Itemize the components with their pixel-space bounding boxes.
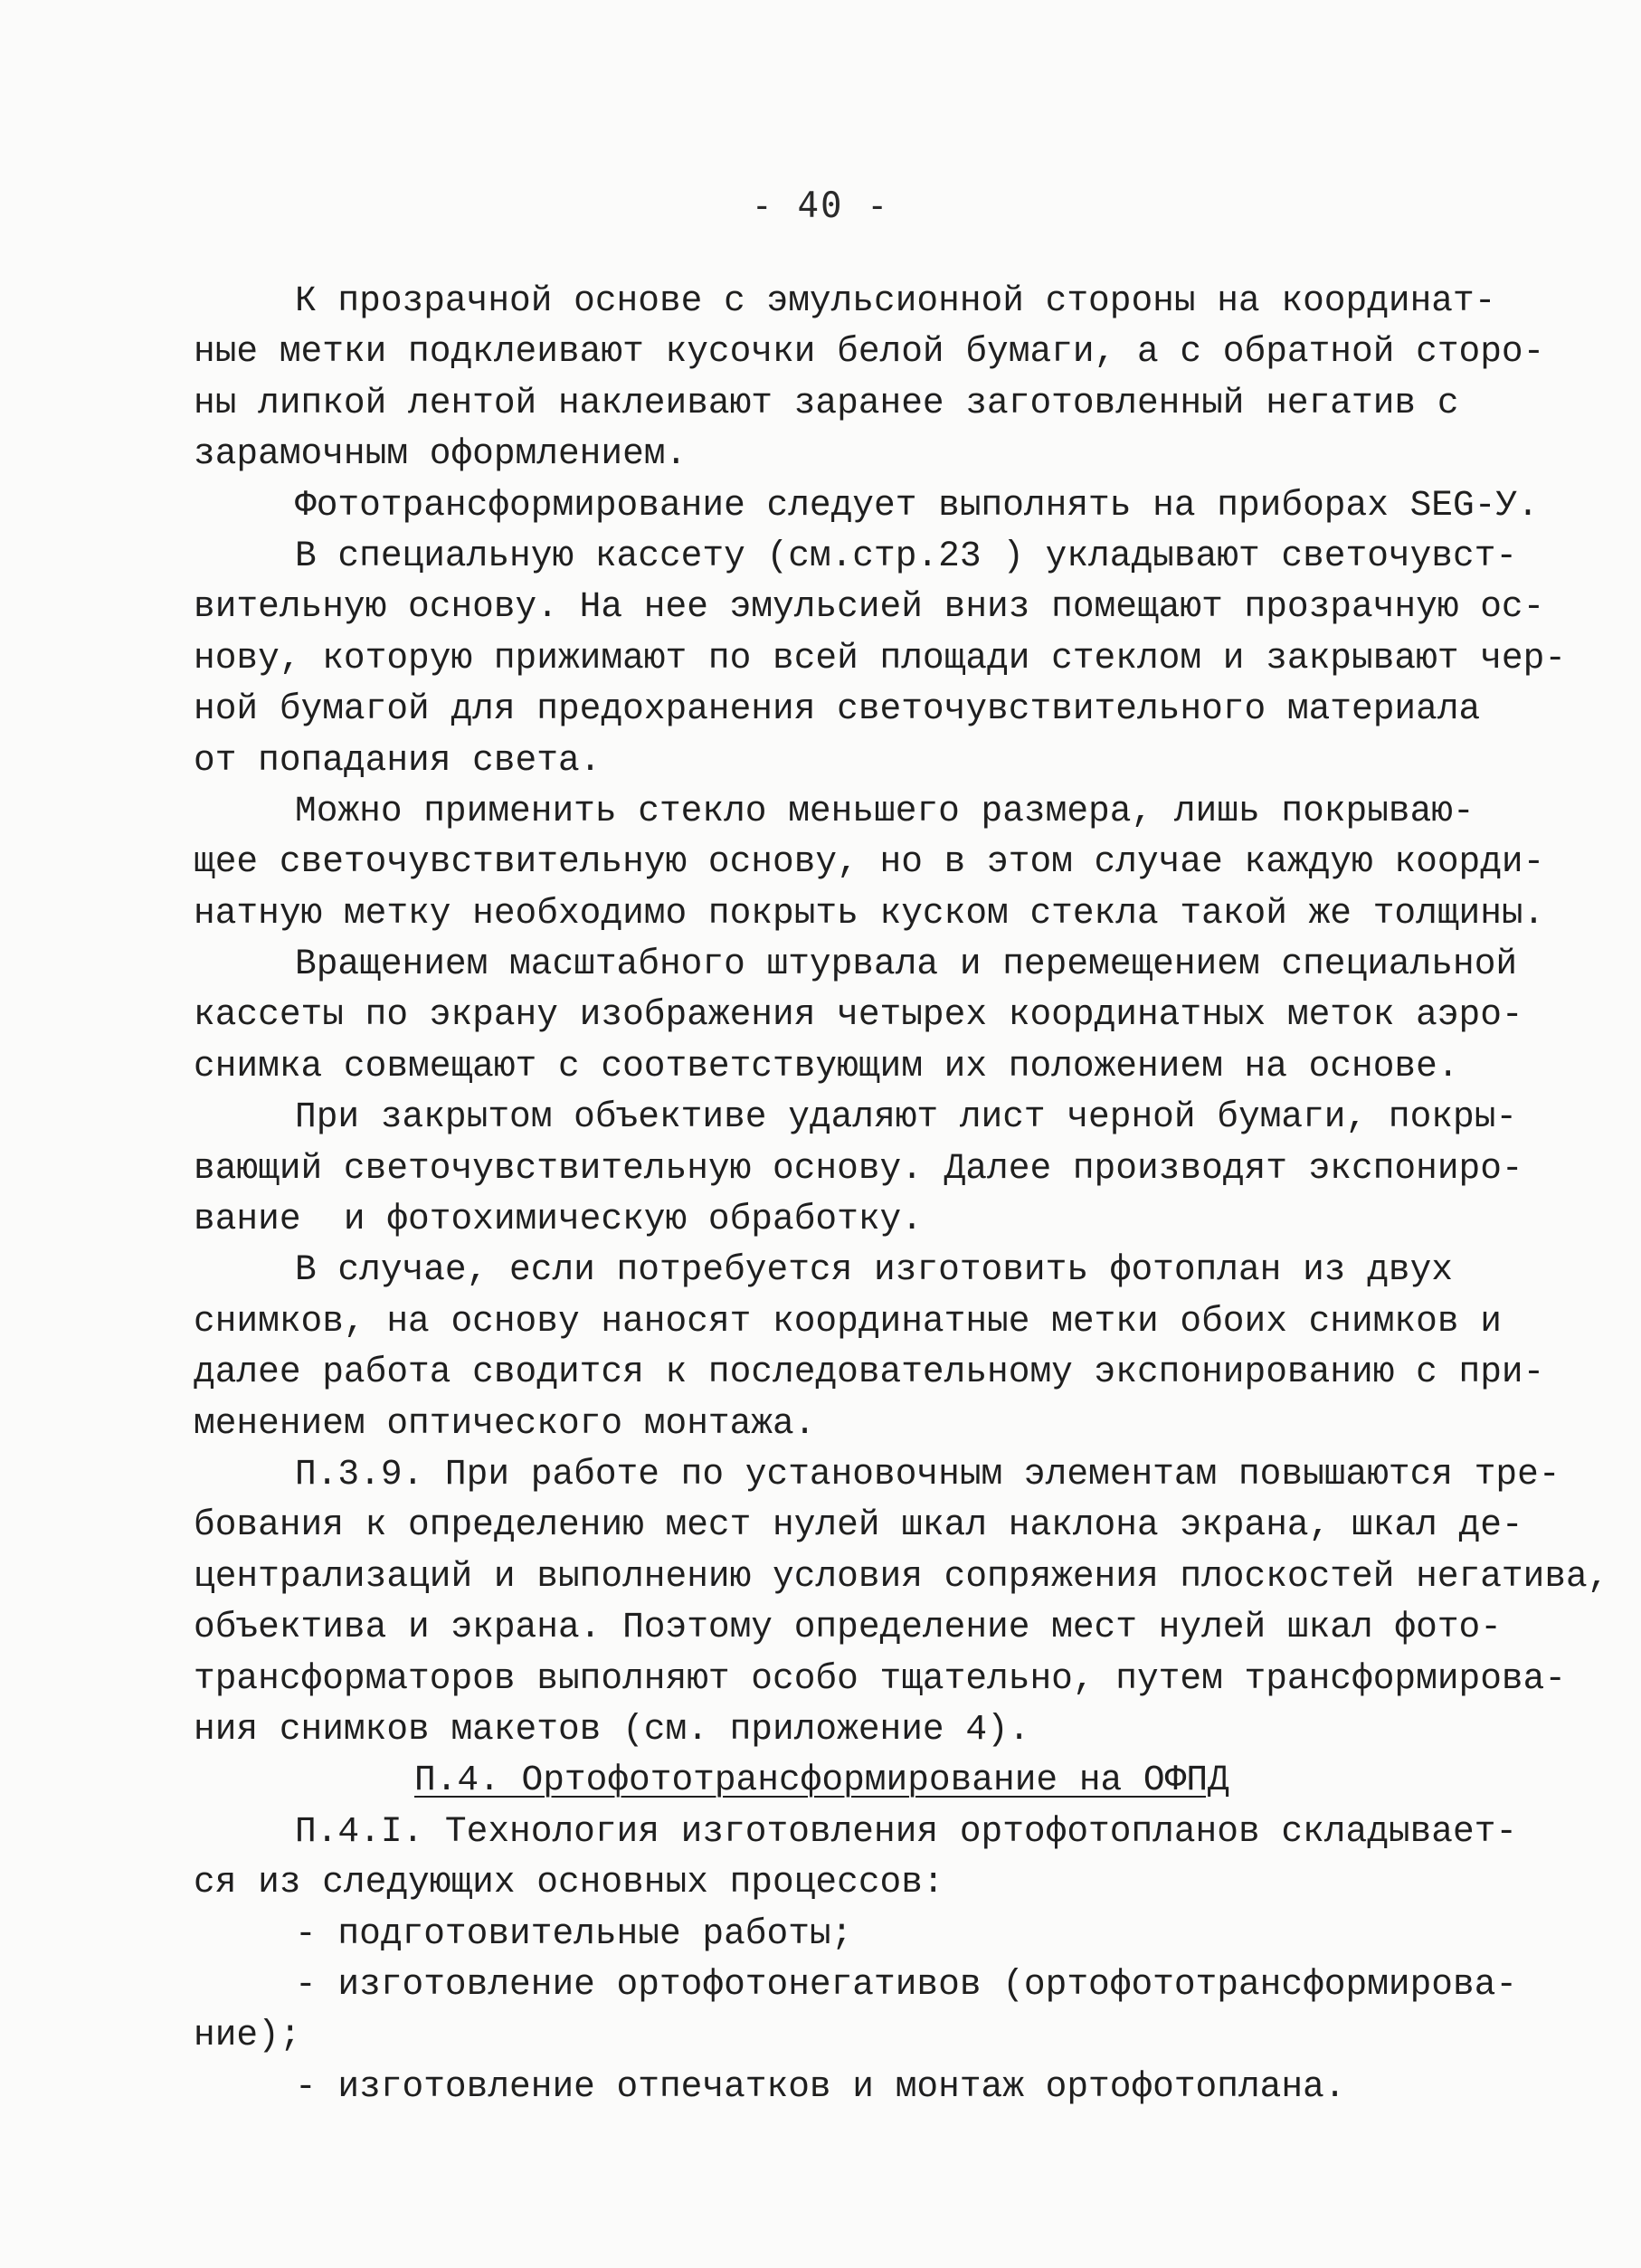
text-line: вание и фотохимическую обработку. [194, 1199, 923, 1240]
text-line: кассеты по экрану изображения четырех координатных меток аэро- [194, 994, 1523, 1036]
text-line: вающий светочувствительную основу. Далее производят экспониро- [194, 1147, 1523, 1189]
text-line: нову, которую прижимают по всей площади стеклом и закрывают чер- [194, 637, 1567, 679]
text-line: Фототрансформирование следует выполнять на приборах SEG-У. [295, 484, 1539, 526]
text-line: снимка совмещают с соответствующим их положением на основе. [194, 1045, 1459, 1087]
list-item: - подготовительные работы; [295, 1912, 853, 1954]
text-line: объектива и экрана. Поэтому определение мест нулей шкал фото- [194, 1607, 1502, 1648]
text-line: зарамочным оформлением. [194, 433, 688, 475]
text-line: натную метку необходимо покрыть куском стекла такой же толщины. [194, 892, 1545, 934]
text-line: К прозрачной основе с эмульсионной стороны на координат- [295, 280, 1496, 321]
list-item: - изготовление ортофотонегативов (ортофототрансформирова- [295, 1963, 1518, 2005]
section-heading-text: П.4. Ортофототрансформирование на ОФПД [414, 1760, 1229, 1801]
text-line: Можно применить стекло меньшего размера, лишь покрываю- [295, 790, 1475, 831]
text-line: ны липкой лентой наклеивают заранее заготовленный негатив с [194, 382, 1459, 423]
text-line: трансформаторов выполняют особо тщательно, путем трансформирова- [194, 1657, 1567, 1699]
body-text [194, 276, 1609, 2112]
section-heading [194, 1755, 1514, 1806]
text-line: щее светочувствительную основу, но в этом случае каждую коорди- [194, 841, 1545, 883]
text-line: централизаций и выполнению условия сопряжения плоскостей негатива, [194, 1555, 1609, 1597]
text-line: ния снимков макетов (см. приложение 4). [194, 1708, 1030, 1750]
text-line: П.4.I. Технология изготовления ортофотопланов складывает- [295, 1810, 1518, 1852]
page-number: - 40 - [751, 185, 890, 226]
list-item: - изготовление отпечатков и монтаж ортофотоплана. [295, 2065, 1346, 2107]
text-line: менением оптического монтажа. [194, 1402, 816, 1444]
text-line: ние); [194, 2015, 301, 2056]
text-line: При закрытом объективе удаляют лист черной бумаги, покры- [295, 1096, 1518, 1138]
text-line: снимков, на основу наносят координатные метки обоих снимков и [194, 1300, 1502, 1342]
text-line: бования к определению мест нулей шкал наклона экрана, шкал де- [194, 1504, 1523, 1546]
text-line: от попадания света. [194, 739, 602, 781]
text-line: ся из следующих основных процессов: [194, 1862, 944, 1903]
text-line: ные метки подклеивают кусочки белой бумаги, а с обратной сторо- [194, 331, 1545, 373]
text-line: Вращением масштабного штурвала и перемещением специальной [295, 944, 1518, 985]
text-line: П.3.9. При работе по установочным элементам повышаются тре- [295, 1453, 1560, 1495]
text-line: далее работа сводится к последовательному экспонированию с при- [194, 1352, 1545, 1393]
text-line: вительную основу. На нее эмульсией вниз помещают прозрачную ос- [194, 586, 1545, 628]
text-line: ной бумагой для предохранения светочувствительного материала [194, 688, 1481, 730]
text-line: В случае, если потребуется изготовить фотоплан из двух [295, 1249, 1454, 1291]
text-line: В специальную кассету (см.стр.23 ) укладывают светочувст- [295, 535, 1518, 576]
